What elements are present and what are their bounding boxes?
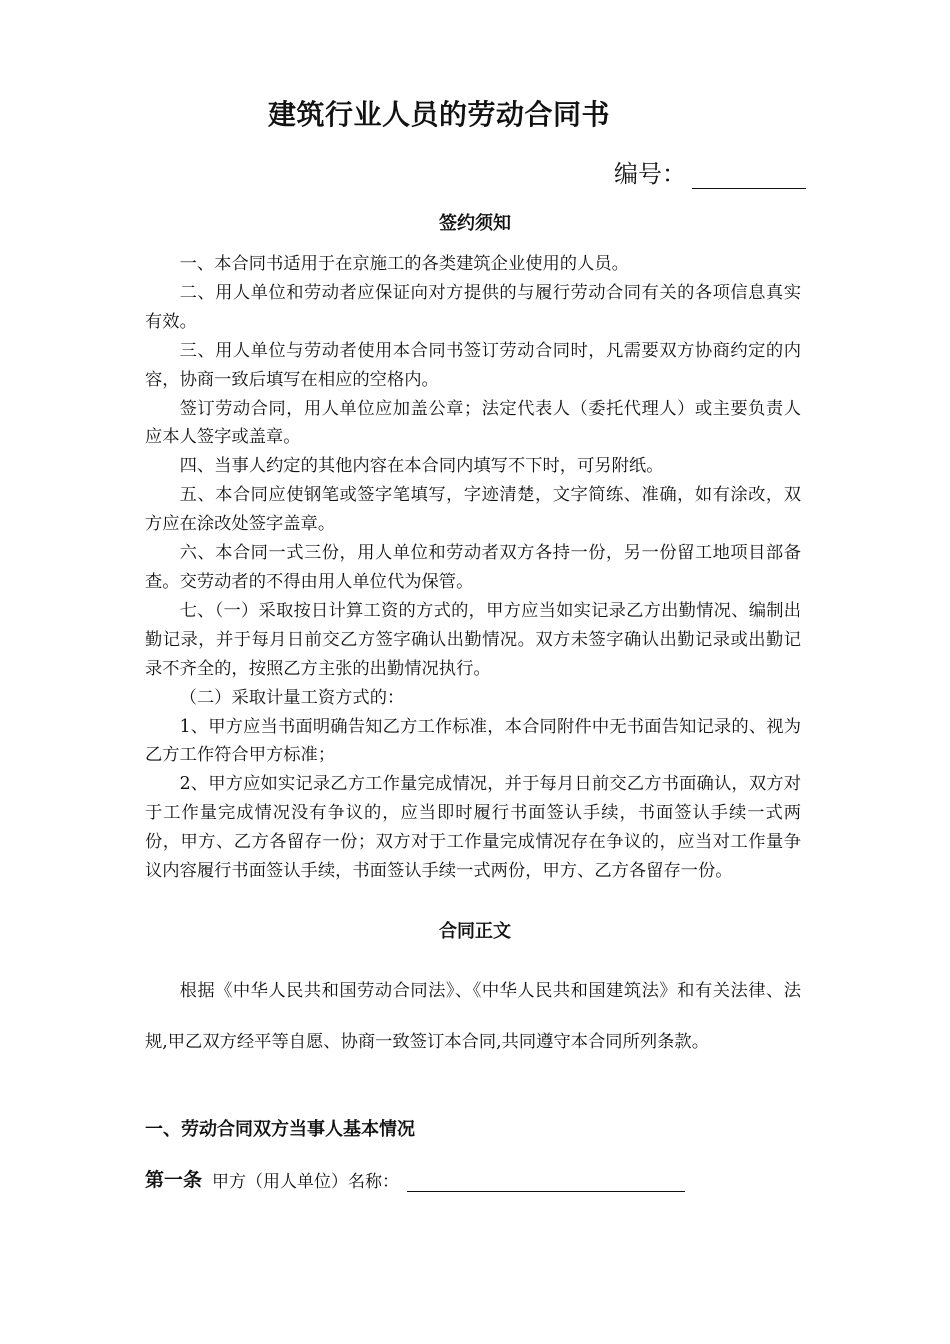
- contract-preamble-section: [145, 966, 801, 1068]
- article-1: [145, 1165, 685, 1192]
- document-number: [614, 154, 806, 189]
- notice-paragraph: 三、用人单位与劳动者使用本合同书签订劳动合同时，凡需要双方协商约定的内容，协商一致后填写在相应的空格内。: [145, 340, 801, 390]
- notice-paragraph: 六、本合同一式三份，用人单位和劳动者双方各持一份，另一份留工地项目部备查。交劳动者的不得由用人单位代为保管。: [145, 543, 801, 592]
- notice-paragraph: 五、本合同应使钢笔或签字笔填写，字迹清楚，文字简练、准确，如有涂改，双方应在涂改处签字盖章。: [145, 485, 801, 535]
- notice-paragraph: （二）采取计量工资方式的：: [179, 687, 405, 708]
- article-1-number: 第一条: [145, 1169, 203, 1191]
- notice-section: [145, 250, 801, 886]
- notice-paragraph: 签订劳动合同，用人单位应加盖公章；法定代表人（委托代理人）或主要负责人应本人签字或盖章。: [145, 398, 801, 448]
- contract-preamble: 根据《中华人民共和国劳动合同法》、《中华人民共和国建筑法》和有关法律、法规,甲乙双方经平等自愿、协商一致签订本合同,共同遵守本合同所列条款。: [145, 981, 801, 1052]
- notice-paragraph: 二、用人单位和劳动者应保证向对方提供的与履行劳动合同有关的各项信息真实有效。: [145, 282, 801, 332]
- document-number-label: 编号：: [614, 160, 686, 188]
- notice-heading: 签约须知: [439, 213, 511, 234]
- notice-paragraph: 四、当事人约定的其他内容在本合同内填写不下时，可另附纸。: [179, 456, 664, 477]
- notice-paragraph: 七、（一）采取按日计算工资的方式的，甲方应当如实记录乙方出勤情况、编制出勤记录，并于每月日前交乙方签字确认出勤情况。双方未签字确认出勤记录或出勤记录不齐全的，按照乙方主张的出勤情况执行。: [145, 600, 801, 679]
- notice-paragraph: 2、甲方应如实记录乙方工作量完成情况，并于每月日前交乙方书面确认，双方对于工作量完成情况没有争议的，应当即时履行书面签认手续，书面签认手续一式两份，甲方、乙方各留存一份；双方对于工作量完成情况存在争议的，应当对工作量争议内容履行书面签认手续，书面签认手续一式两份，甲方、乙方各留存一份。: [145, 774, 801, 882]
- notice-paragraph: 1、甲方应当书面明确告知乙方工作标准，本合同附件中无书面告知记录的、视为乙方工作符合甲方标准；: [145, 716, 801, 766]
- notice-paragraph: 一、本合同书适用于在京施工的各类建筑企业使用的人员。: [179, 254, 629, 274]
- chapter-1-heading: 一、劳动合同双方当事人基本情况: [145, 1119, 415, 1140]
- document-title: 建筑行业人员的劳动合同书: [268, 98, 611, 131]
- document-number-blank[interactable]: [692, 158, 806, 189]
- employer-name-field[interactable]: [407, 1167, 685, 1192]
- article-1-label: 甲方（用人单位）名称：: [212, 1172, 400, 1192]
- contract-body-heading: 合同正文: [439, 921, 511, 942]
